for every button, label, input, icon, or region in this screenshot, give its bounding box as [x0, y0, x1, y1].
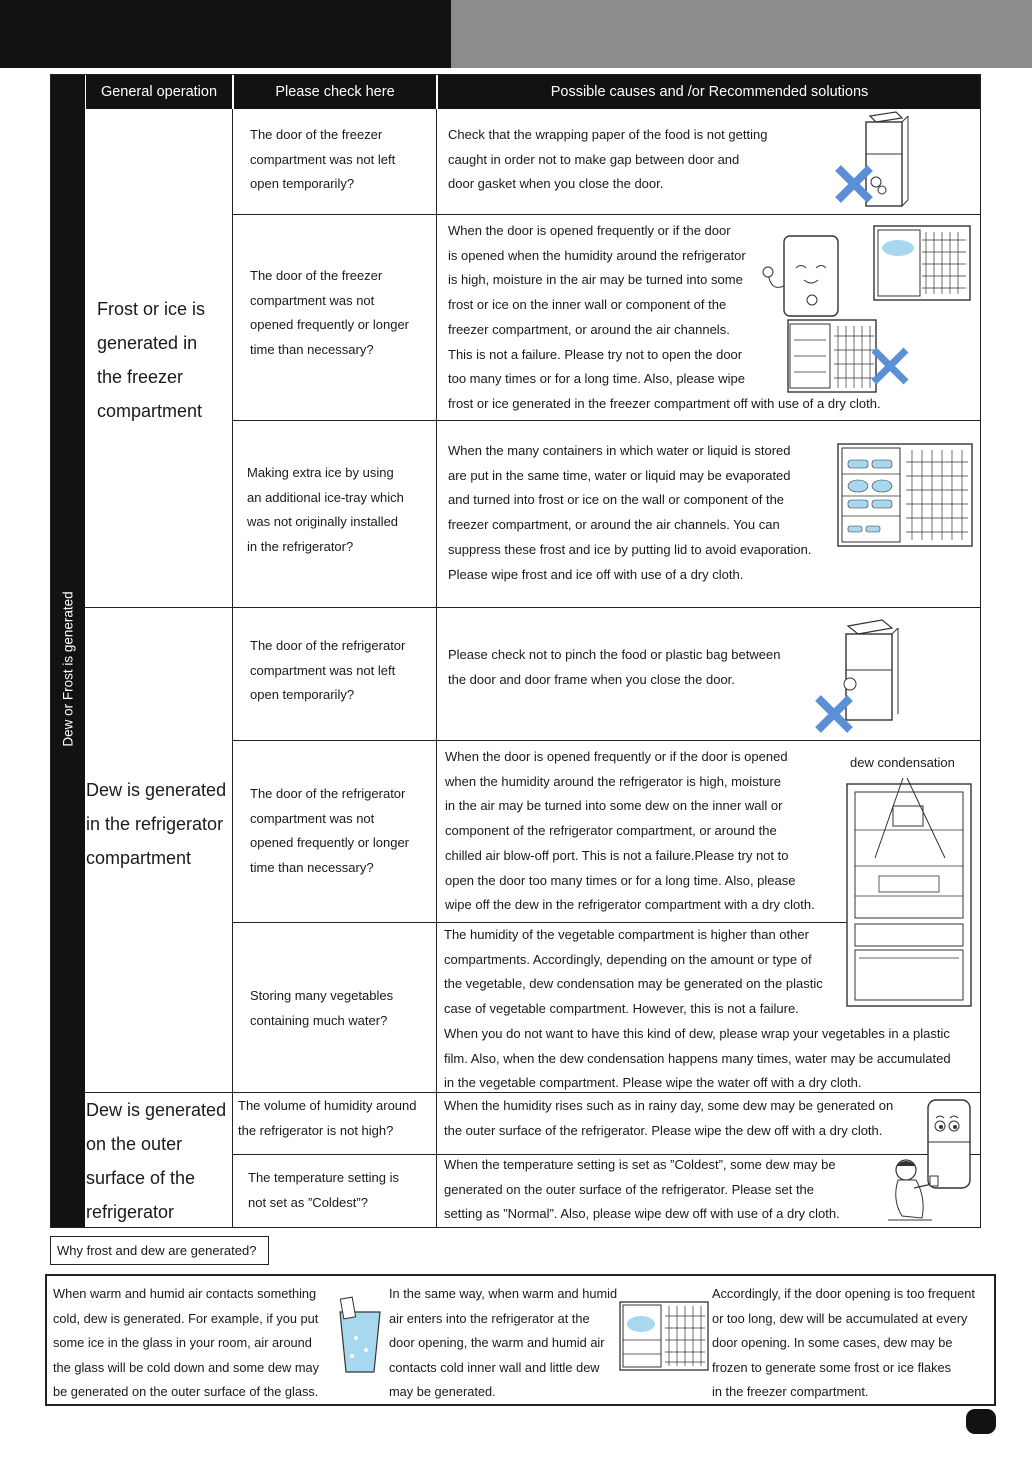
solution-line: in the vegetable compartment. Please wipe the water off with a dry cloth.	[444, 1075, 862, 1091]
solution-line: The humidity of the vegetable compartment is higher than other	[444, 927, 809, 942]
solution-line: component of the refrigerator compartment, or around the	[445, 823, 777, 839]
section-freezer-frost	[85, 109, 233, 608]
explanation-line: Accordingly, if the door opening is too frequent	[712, 1286, 975, 1301]
solution-line: chilled air blow-off port. This is not a failure.Please try not to	[445, 847, 789, 863]
check-line: compartment was not left	[250, 151, 396, 167]
header-please-check: Please check here	[234, 74, 436, 109]
check-line: Making extra ice by using	[247, 465, 394, 480]
explanation-line: When warm and humid air contacts something	[53, 1286, 317, 1301]
section-line: the freezer	[97, 367, 184, 387]
check-line: open temporarily?	[250, 687, 355, 703]
solution-line: and turned into frost or ice on the wall or component of the	[448, 492, 785, 508]
check-line: in the refrigerator?	[247, 539, 354, 555]
solution-line: When the temperature setting is set as ”Coldest”, some dew may be	[444, 1157, 836, 1172]
explanation-line: In the same way, when warm and humid	[389, 1286, 618, 1301]
solution-line: is high, moisture in the air may be turned into some	[448, 272, 743, 288]
header-blank	[50, 74, 85, 109]
child-wiping-fridge-icon	[880, 1156, 940, 1226]
freezer-frost-illustration	[760, 222, 970, 397]
section-line: Dew is generated	[86, 1100, 227, 1120]
solution-line: compartments. Accordingly, depending on the amount or type of	[444, 951, 812, 967]
section-line: generated in	[97, 333, 198, 353]
check-line: opened frequently or longer	[250, 835, 410, 851]
side-category-label: Dew or Frost is generated	[60, 590, 75, 747]
explanation-line: cold, dew is generated. For example, if you put	[53, 1310, 319, 1326]
check-line: compartment was not	[250, 292, 375, 308]
solution-line: This is not a failure. Please try not to open the door	[448, 346, 743, 362]
explanation-line: frozen to generate some frost or ice flakes	[712, 1359, 951, 1375]
solution-line: when the humidity around the refrigerator is high, moisture	[445, 773, 782, 789]
section-line: compartment	[97, 401, 203, 421]
solution-line: the vegetable, dew condensation may be generated on the plastic	[444, 976, 823, 992]
header-general-operation: General operation	[86, 74, 232, 109]
solution-line: When you do not want to have this kind of dew, please wrap your vegetables in a plastic	[444, 1025, 950, 1041]
explanation-line: door opening, the warm and humid air	[389, 1335, 605, 1350]
check-line: open temporarily?	[250, 176, 355, 192]
check-line: time than necessary?	[250, 342, 374, 358]
solution-line: freezer compartment, or around the air channels. You can	[448, 517, 780, 533]
solution-line: case of vegetable compartment. However, this is not a failure.	[444, 1001, 799, 1017]
check-line: compartment was not left	[250, 662, 396, 678]
header-causes-solutions: Possible causes and /or Recommended solutions	[438, 74, 981, 109]
containers-freezer-illustration	[836, 440, 976, 550]
section-line: refrigerator	[86, 1202, 175, 1222]
solution-line: in the air may be turned into some dew on the inner wall or	[445, 798, 783, 814]
explanation-line: in the freezer compartment.	[712, 1384, 869, 1399]
top-bar-gray	[451, 0, 1032, 68]
solution-line: frost or ice on the inner wall or component of the	[448, 297, 727, 313]
solution-line: the outer surface of the refrigerator. Please wipe the dew off with a dry cloth.	[444, 1122, 883, 1138]
check-line: The volume of humidity around	[238, 1098, 417, 1113]
section-outer-dew	[85, 1093, 233, 1228]
check-line: was not originally installed	[247, 514, 399, 530]
solution-line: When the many containers in which water or liquid is stored	[448, 443, 791, 458]
check-line: compartment was not	[250, 810, 375, 826]
check-line: The door of the freezer	[250, 127, 383, 142]
solution-line: the door and door frame when you close the door.	[448, 671, 735, 687]
check-line: Storing many vegetables	[250, 988, 394, 1003]
glass-with-ice-icon	[336, 1296, 384, 1376]
check-cell	[233, 1155, 437, 1228]
section-line: in the refrigerator	[86, 814, 224, 834]
solution-line: Please check not to pinch the food or plastic bag between	[448, 647, 781, 662]
solution-line: caught in order not to make gap between door and	[448, 151, 740, 167]
explanation-line: some ice in the glass in your room, air around	[53, 1335, 312, 1350]
check-line: The temperature setting is	[248, 1170, 400, 1185]
fridge-door-pinch-illustration	[812, 618, 902, 738]
side-category-bar	[50, 109, 85, 1228]
check-line: not set as ”Coldest”?	[248, 1194, 368, 1210]
solution-line: frost or ice generated in the freezer compartment off with use of a dry cloth.	[448, 395, 881, 411]
check-line: The door of the refrigerator	[250, 786, 406, 801]
check-cell	[233, 741, 437, 923]
explanation-line: or too long, dew will be accumulated at every	[712, 1310, 968, 1326]
check-cell	[233, 109, 437, 215]
explanation-line: door opening. In some cases, dew may be	[712, 1335, 953, 1350]
check-line: an additional ice-tray which	[247, 489, 404, 505]
check-line: The door of the refrigerator	[250, 638, 406, 653]
solution-line: generated on the outer surface of the refrigerator. Please set the	[444, 1181, 815, 1197]
check-cell	[233, 923, 437, 1093]
dew-condensation-illustration	[845, 780, 975, 1010]
page-number-badge	[966, 1409, 996, 1434]
solution-line: film. Also, when the dew condensation happens many times, water may be accumulated	[444, 1050, 951, 1066]
check-line: opened frequently or longer	[250, 317, 410, 333]
section-line: on the outer	[86, 1134, 183, 1154]
fridge-door-gap-illustration	[836, 110, 916, 210]
check-cell	[233, 421, 437, 608]
solution-cell	[437, 1093, 981, 1155]
solution-line: is opened when the humidity around the refrigerator	[448, 247, 746, 263]
why-section-title: Why frost and dew are generated?	[50, 1236, 269, 1265]
solution-line: open the door too many times or for a long time. Also, please	[445, 872, 796, 888]
check-line: containing much water?	[250, 1012, 388, 1028]
solution-line: suppress these frost and ice by putting lid to avoid evaporation.	[448, 541, 812, 557]
solution-line: When the humidity rises such as in rainy day, some dew may be generated on	[444, 1098, 894, 1113]
solution-line: are put in the same time, water or liquid may be evaporated	[448, 467, 791, 483]
explanation-line: be generated on the outer surface of the glass.	[53, 1384, 319, 1399]
solution-line: When the door is opened frequently or if the door is opened	[445, 749, 788, 764]
check-cell	[233, 1093, 437, 1155]
check-line: The door of the freezer	[250, 268, 383, 283]
section-fridge-dew	[85, 608, 233, 1093]
check-cell	[233, 215, 437, 421]
solution-line: too many times or for a long time. Also, please wipe	[448, 371, 745, 387]
solution-line: freezer compartment, or around the air channels.	[448, 321, 730, 337]
solution-line: When the door is opened frequently or if the door	[448, 223, 731, 238]
explanation-line: may be generated.	[389, 1384, 496, 1399]
section-line: Frost or ice is	[97, 299, 206, 319]
section-line: Dew is generated	[86, 780, 227, 800]
check-line: time than necessary?	[250, 860, 374, 876]
solution-line: door gasket when you close the door.	[448, 176, 664, 192]
solution-line: wipe off the dew in the refrigerator compartment with a dry cloth.	[445, 897, 815, 913]
solution-line: setting as ”Normal”. Also, please wipe dew off with use of a dry cloth.	[444, 1206, 840, 1222]
section-line: compartment	[86, 848, 192, 868]
solution-line: Please wipe frost and ice off with use of a dry cloth.	[448, 566, 744, 582]
dew-condensation-label: dew condensation	[850, 755, 955, 770]
open-freezer-icon	[619, 1300, 709, 1372]
explanation-box	[45, 1274, 996, 1406]
section-line: surface of the	[86, 1168, 196, 1188]
top-bar-dark	[0, 0, 451, 68]
explanation-line: air enters into the refrigerator at the	[389, 1310, 590, 1326]
check-line: the refrigerator is not high?	[238, 1122, 394, 1138]
explanation-line: the glass will be cold down and some dew may	[53, 1359, 320, 1375]
solution-line: Check that the wrapping paper of the food is not getting	[448, 127, 768, 142]
check-cell	[233, 608, 437, 741]
explanation-line: contacts cold inner wall and little dew	[389, 1359, 600, 1375]
